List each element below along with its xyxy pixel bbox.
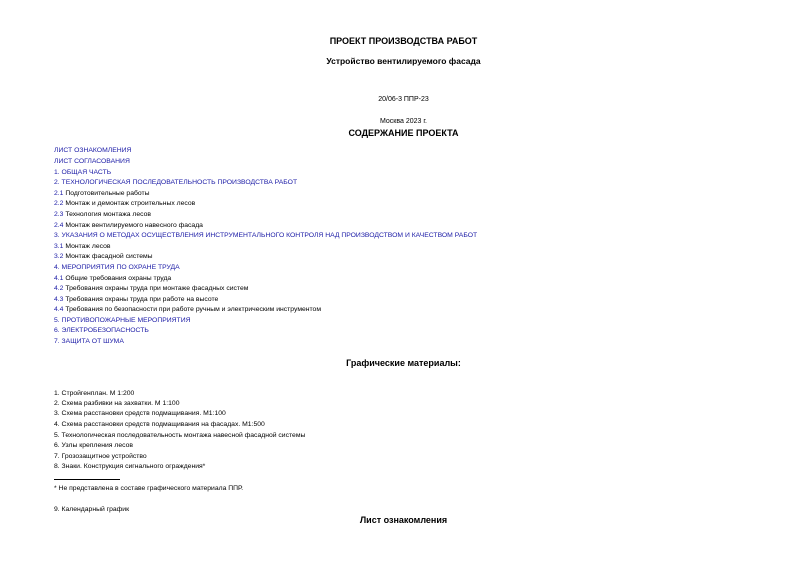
materials-item-schedule: 9. Календарный график (54, 506, 130, 513)
toc-link-electrical-safety[interactable]: 6. ЭЛЕКТРОБЕЗОПАСНОСТЬ (54, 327, 149, 334)
toc-link-2-3[interactable] (54, 210, 151, 220)
toc-link-3-2[interactable] (54, 252, 153, 262)
materials-item: 8. Знаки. Конструкция сигнального ограждения* (54, 463, 206, 470)
toc-text: Общие требования охраны труда (63, 275, 172, 282)
toc-text: Требования охраны труда при монтаже фасадных систем (63, 285, 249, 292)
toc-number: 3.2 (54, 253, 64, 260)
toc-number: 2.1 (54, 190, 64, 197)
toc-number: 4.2 (54, 285, 64, 292)
toc-link-4-2[interactable] (54, 284, 248, 294)
toc-number: 4.1 (54, 275, 64, 282)
toc-link-2-1[interactable] (54, 189, 150, 199)
toc-text: Требования охраны труда при работе на высоте (63, 296, 219, 303)
materials-item: 3. Схема расстановки средств подмащивания. М1:100 (54, 410, 226, 417)
materials-item: 4. Схема расстановки средств подмащивания на фасадах. М1:500 (54, 421, 265, 428)
materials-item: 2. Схема разбивки на захватки. М 1:100 (54, 400, 180, 407)
toc-number: 2.3 (54, 211, 64, 218)
toc-link-noise[interactable]: 7. ЗАЩИТА ОТ ШУМА (54, 338, 124, 345)
toc-number: 3.1 (54, 243, 64, 250)
materials-item: 5. Технологическая последовательность монтажа навесной фасадной системы (54, 432, 306, 439)
city-year: Москва 2023 г. (379, 118, 427, 125)
footnote: * Не представлена в составе графического материала ППР. (54, 485, 244, 492)
toc-link-labor-safety[interactable]: 4. МЕРОПРИЯТИЯ ПО ОХРАНЕ ТРУДА (54, 264, 180, 271)
toc-text: Монтаж и демонтаж строительных лесов (63, 200, 196, 207)
toc-text: Монтаж лесов (63, 243, 111, 250)
toc-number: 4.3 (54, 296, 64, 303)
materials-item: 6. Узлы крепления лесов (54, 442, 133, 449)
toc-link-approval[interactable]: ЛИСТ СОГЛАСОВАНИЯ (54, 158, 130, 165)
contents-heading: СОДЕРЖАНИЕ ПРОЕКТА (348, 128, 459, 138)
toc-text: Монтаж вентилируемого навесного фасада (63, 222, 203, 229)
familiarization-heading: Лист ознакомления (359, 515, 448, 525)
toc-link-control[interactable]: 3. УКАЗАНИЯ О МЕТОДАХ ОСУЩЕСТВЛЕНИЯ ИНСТРУМЕНТАЛЬНОГО КОНТРОЛЯ НАД ПРОИЗВОДСТВОМ И КАЧЕСТВОМ РАБОТ (54, 232, 478, 239)
toc-number: 2.2 (54, 200, 64, 207)
toc-text: Монтаж фасадной системы (63, 253, 153, 260)
toc-link-familiarization[interactable]: ЛИСТ ОЗНАКОМЛЕНИЯ (54, 147, 132, 154)
toc-link-fire-safety[interactable]: 5. ПРОТИВОПОЖАРНЫЕ МЕРОПРИЯТИЯ (54, 317, 191, 324)
document-code: 20/06-3 ППР-23 (378, 96, 429, 103)
toc-link-4-1[interactable] (54, 274, 171, 284)
toc-link-4-4[interactable] (54, 305, 321, 315)
toc-text: Требования по безопасности при работе ручным и электрическим инструментом (63, 306, 322, 313)
footnote-divider (54, 479, 120, 480)
materials-item: 7. Грозозащитное устройство (54, 453, 147, 460)
toc-text: Технология монтажа лесов (63, 211, 152, 218)
document-title: ПРОЕКТ ПРОИЗВОДСТВА РАБОТ (329, 36, 478, 46)
toc-link-4-3[interactable] (54, 295, 218, 305)
document-subtitle: Устройство вентилируемого фасада (326, 56, 481, 66)
toc-text: Подготовительные работы (63, 190, 150, 197)
toc-link-technology[interactable]: 2. ТЕХНОЛОГИЧЕСКАЯ ПОСЛЕДОВАТЕЛЬНОСТЬ ПРОИЗВОДСТВА РАБОТ (54, 179, 298, 186)
toc-link-2-4[interactable] (54, 221, 203, 231)
toc-number: 2.4 (54, 222, 64, 229)
toc-link-2-2[interactable] (54, 199, 195, 209)
toc-number: 4.4 (54, 306, 64, 313)
toc-link-general[interactable]: 1. ОБЩАЯ ЧАСТЬ (54, 169, 112, 176)
materials-item: 1. Стройгенплан. М 1:200 (54, 390, 135, 397)
toc-link-3-1[interactable] (54, 242, 110, 252)
materials-heading: Графические материалы: (346, 358, 461, 368)
